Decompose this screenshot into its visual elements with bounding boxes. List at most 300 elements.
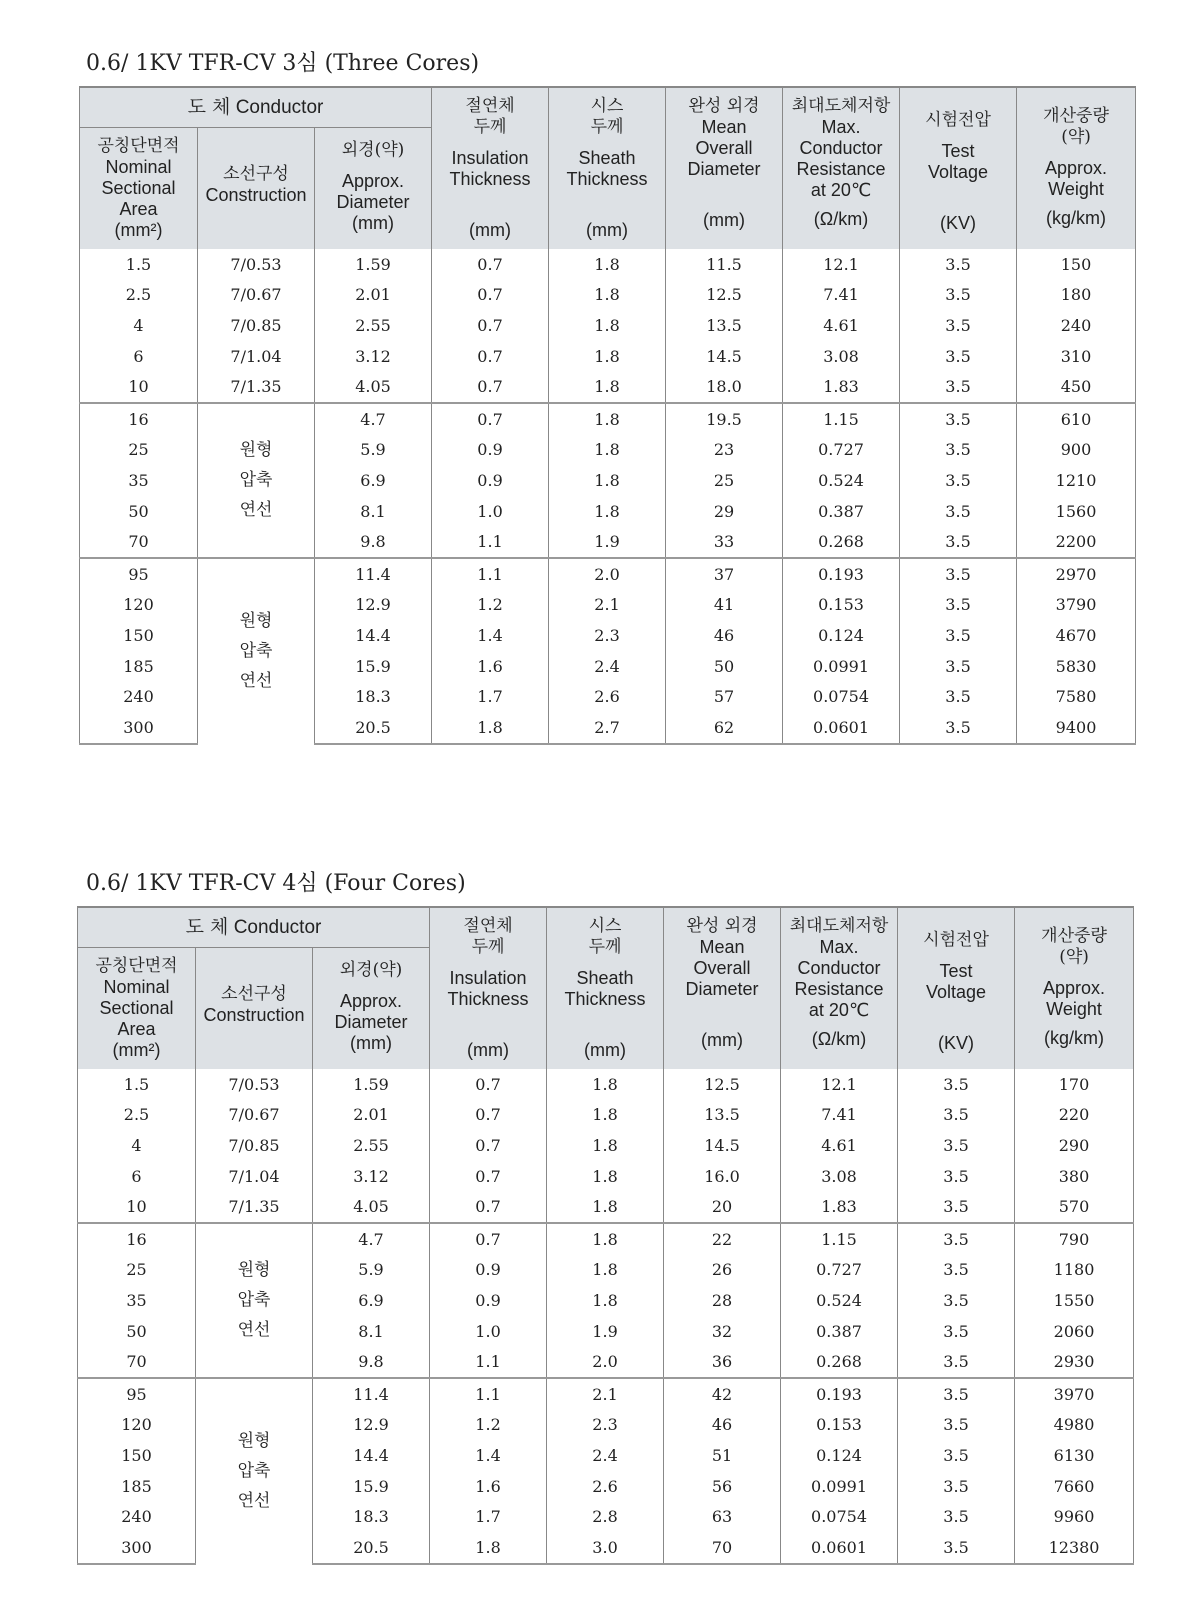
- table-cell: 1.2: [432, 590, 549, 621]
- table-row: [78, 1069, 1134, 1100]
- table-cell: 0.268: [781, 1346, 898, 1378]
- table-cell: 2.4: [549, 651, 666, 682]
- table-cell: 1.9: [549, 526, 666, 558]
- nominal-area-header: 공칭단면적 Nominal Sectional Area (mm²): [78, 947, 196, 1069]
- nominal-area-header: 공칭단면적 Nominal Sectional Area (mm²): [80, 127, 198, 249]
- table-cell: 1.8: [547, 1100, 664, 1131]
- table-cell: 0.7: [432, 403, 549, 435]
- table-row: [80, 249, 1136, 280]
- four-cores-spec-table: [77, 906, 1134, 1565]
- table-cell: 1.8: [547, 1069, 664, 1100]
- table-cell: 0.193: [783, 558, 900, 590]
- table-cell: 3.5: [900, 558, 1017, 590]
- table-cell: 3.08: [783, 341, 900, 372]
- table-cell: 120: [80, 590, 198, 621]
- table-cell: 1.1: [432, 526, 549, 558]
- table-cell: 150: [1017, 249, 1136, 280]
- table-cell: 240: [78, 1501, 196, 1532]
- table-cell: 3.5: [900, 371, 1017, 403]
- overall-diameter-header: 완성 외경 Mean Overall Diameter (mm): [666, 87, 783, 249]
- table-cell: 18.3: [315, 681, 432, 712]
- table-cell: 1.8: [549, 310, 666, 341]
- table-cell: 1.0: [430, 1316, 547, 1347]
- table-cell: 14.5: [666, 341, 783, 372]
- table-cell: 3.08: [781, 1161, 898, 1192]
- table-cell: 15.9: [315, 651, 432, 682]
- table-cell: 0.387: [781, 1316, 898, 1347]
- table-cell: 3.5: [898, 1471, 1015, 1502]
- table-cell: 28: [664, 1285, 781, 1316]
- table-cell: 0.268: [783, 526, 900, 558]
- table-cell: 10: [80, 371, 198, 403]
- table-cell: 3.5: [900, 681, 1017, 712]
- table-cell: 0.124: [781, 1440, 898, 1471]
- table-cell: 790: [1015, 1223, 1134, 1255]
- table-cell: 4.05: [315, 371, 432, 403]
- table-cell: 0.0754: [781, 1501, 898, 1532]
- table-cell: 2.4: [547, 1440, 664, 1471]
- table-cell: 4980: [1015, 1410, 1134, 1441]
- approx-weight-header: 개산중량 (약) Approx. Weight (kg/km): [1017, 87, 1136, 249]
- table-cell: 70: [664, 1532, 781, 1564]
- table-cell: 3.5: [898, 1346, 1015, 1378]
- test-voltage-header: 시험전압 Test Voltage (KV): [898, 907, 1015, 1069]
- table-cell: 1.4: [432, 620, 549, 651]
- table-cell: 50: [78, 1316, 196, 1347]
- table-cell: 1.8: [547, 1161, 664, 1192]
- table-row: [80, 558, 1136, 590]
- table-cell: 0.0601: [781, 1532, 898, 1564]
- table-cell: 26: [664, 1255, 781, 1286]
- table-cell: 2970: [1017, 558, 1136, 590]
- table-cell: 1.83: [783, 371, 900, 403]
- construction-merged-cell: 원형 압축 연선: [198, 558, 315, 744]
- table-cell: 3.5: [898, 1410, 1015, 1441]
- table-cell: 1.59: [315, 249, 432, 280]
- table-cell: 1.83: [781, 1191, 898, 1223]
- table-cell: 4.61: [781, 1130, 898, 1161]
- table-cell: 3.5: [900, 590, 1017, 621]
- table-cell: 3.5: [898, 1316, 1015, 1347]
- construction-header: 소선구성 Construction: [196, 947, 313, 1069]
- table-cell: 0.7: [432, 280, 549, 311]
- table-cell: 1.1: [430, 1378, 547, 1410]
- table-cell: 0.0991: [781, 1471, 898, 1502]
- table-cell: 14.4: [313, 1440, 430, 1471]
- table-cell: 4.7: [313, 1223, 430, 1255]
- table-cell: 3.5: [900, 435, 1017, 466]
- table-cell: 180: [1017, 280, 1136, 311]
- construction-merged-cell: 원형 압축 연선: [196, 1378, 313, 1564]
- table-cell: 7/0.67: [196, 1100, 313, 1131]
- four-cores-title: 0.6/ 1KV TFR-CV 4심 (Four Cores): [86, 871, 466, 896]
- table-cell: 41: [666, 590, 783, 621]
- table-cell: 0.727: [783, 435, 900, 466]
- table-cell: 185: [78, 1471, 196, 1502]
- table-cell: 1.7: [430, 1501, 547, 1532]
- table-cell: 1180: [1015, 1255, 1134, 1286]
- table-cell: 95: [78, 1378, 196, 1410]
- table-cell: 0.9: [432, 465, 549, 496]
- table-cell: 25: [78, 1255, 196, 1286]
- table-cell: 3.5: [900, 310, 1017, 341]
- table-row: [78, 1161, 1134, 1192]
- table-cell: 3970: [1015, 1378, 1134, 1410]
- table-row: [78, 1378, 1134, 1410]
- table-cell: 18.3: [313, 1501, 430, 1532]
- table-cell: 1.15: [783, 403, 900, 435]
- table-cell: 0.0601: [783, 712, 900, 744]
- table-cell: 23: [666, 435, 783, 466]
- table-cell: 12380: [1015, 1532, 1134, 1564]
- table-cell: 29: [666, 496, 783, 527]
- table-cell: 1.8: [547, 1223, 664, 1255]
- table-cell: 9.8: [313, 1346, 430, 1378]
- three-cores-spec-table: [79, 86, 1136, 745]
- table-cell: 0.9: [432, 435, 549, 466]
- table-cell: 1.59: [313, 1069, 430, 1100]
- table-cell: 4: [78, 1130, 196, 1161]
- table-cell: 3.5: [898, 1161, 1015, 1192]
- table-cell: 570: [1015, 1191, 1134, 1223]
- max-resistance-header: 최대도체저항 Max. Conductor Resistance at 20℃ (Ω/km): [783, 87, 900, 249]
- insulation-thickness-header: 절연체 두께 Insulation Thickness (mm): [432, 87, 549, 249]
- table-cell: 7/1.04: [196, 1161, 313, 1192]
- table-cell: 5.9: [315, 435, 432, 466]
- table-cell: 1.8: [432, 712, 549, 744]
- table-cell: 0.7: [430, 1191, 547, 1223]
- table-cell: 2200: [1017, 526, 1136, 558]
- table-cell: 1.8: [549, 496, 666, 527]
- table-cell: 0.153: [781, 1410, 898, 1441]
- table-cell: 1210: [1017, 465, 1136, 496]
- table-cell: 3.12: [315, 341, 432, 372]
- table-cell: 150: [78, 1440, 196, 1471]
- table-cell: 2.01: [315, 280, 432, 311]
- table-cell: 32: [664, 1316, 781, 1347]
- sheath-thickness-header: 시스 두께 Sheath Thickness (mm): [549, 87, 666, 249]
- table-cell: 0.9: [430, 1285, 547, 1316]
- table-cell: 25: [80, 435, 198, 466]
- table-cell: 11.4: [313, 1378, 430, 1410]
- table-cell: 1.8: [547, 1255, 664, 1286]
- construction-merged-cell: 원형 압축 연선: [196, 1223, 313, 1378]
- table-cell: 1.0: [432, 496, 549, 527]
- table-cell: 380: [1015, 1161, 1134, 1192]
- table-cell: 2.0: [547, 1346, 664, 1378]
- table-cell: 7/0.85: [196, 1130, 313, 1161]
- table-cell: 2.8: [547, 1501, 664, 1532]
- table-cell: 185: [80, 651, 198, 682]
- table-row: [80, 403, 1136, 435]
- table-cell: 20.5: [315, 712, 432, 744]
- table-cell: 2.3: [547, 1410, 664, 1441]
- table-cell: 2060: [1015, 1316, 1134, 1347]
- table-cell: 4.61: [783, 310, 900, 341]
- table-cell: 0.7: [430, 1161, 547, 1192]
- table-cell: 6.9: [315, 465, 432, 496]
- table-cell: 62: [666, 712, 783, 744]
- table-row: [80, 371, 1136, 403]
- table-cell: 0.727: [781, 1255, 898, 1286]
- table-cell: 14.5: [664, 1130, 781, 1161]
- table-cell: 25: [666, 465, 783, 496]
- table-cell: 2.0: [549, 558, 666, 590]
- table-cell: 2.1: [549, 590, 666, 621]
- table-cell: 300: [80, 712, 198, 744]
- table-cell: 3.12: [313, 1161, 430, 1192]
- table-cell: 1.5: [78, 1069, 196, 1100]
- table-cell: 7/0.67: [198, 280, 315, 311]
- table-cell: 42: [664, 1378, 781, 1410]
- table-cell: 10: [78, 1191, 196, 1223]
- table-cell: 0.387: [783, 496, 900, 527]
- table-cell: 22: [664, 1223, 781, 1255]
- table-cell: 12.1: [783, 249, 900, 280]
- table-cell: 7/0.53: [198, 249, 315, 280]
- table-cell: 7.41: [781, 1100, 898, 1131]
- table-cell: 3.5: [898, 1255, 1015, 1286]
- table-cell: 6130: [1015, 1440, 1134, 1471]
- construction-merged-cell: 원형 압축 연선: [198, 403, 315, 558]
- table-cell: 1.8: [547, 1285, 664, 1316]
- table-cell: 18.0: [666, 371, 783, 403]
- table-cell: 240: [1017, 310, 1136, 341]
- table-cell: 57: [666, 681, 783, 712]
- table-cell: 14.4: [315, 620, 432, 651]
- table-cell: 3.5: [900, 280, 1017, 311]
- approx-weight-header: 개산중량 (약) Approx. Weight (kg/km): [1015, 907, 1134, 1069]
- table-cell: 0.7: [430, 1130, 547, 1161]
- table-cell: 1.6: [430, 1471, 547, 1502]
- table-cell: 2.5: [78, 1100, 196, 1131]
- table-cell: 12.9: [313, 1410, 430, 1441]
- table-cell: 1.8: [549, 465, 666, 496]
- table-cell: 63: [664, 1501, 781, 1532]
- table-cell: 5830: [1017, 651, 1136, 682]
- table-cell: 37: [666, 558, 783, 590]
- table-cell: 1560: [1017, 496, 1136, 527]
- table-cell: 51: [664, 1440, 781, 1471]
- table-cell: 120: [78, 1410, 196, 1441]
- table-cell: 2.5: [80, 280, 198, 311]
- table-cell: 2.01: [313, 1100, 430, 1131]
- table-row: [80, 280, 1136, 311]
- table-cell: 0.0991: [783, 651, 900, 682]
- table-cell: 1.8: [549, 371, 666, 403]
- table-cell: 220: [1015, 1100, 1134, 1131]
- table-cell: 0.524: [781, 1285, 898, 1316]
- table-cell: 0.153: [783, 590, 900, 621]
- table-cell: 3790: [1017, 590, 1136, 621]
- table-cell: 0.7: [432, 310, 549, 341]
- table-cell: 290: [1015, 1130, 1134, 1161]
- table-cell: 7660: [1015, 1471, 1134, 1502]
- table-cell: 3.5: [898, 1532, 1015, 1564]
- table-cell: 450: [1017, 371, 1136, 403]
- table-cell: 2.3: [549, 620, 666, 651]
- table-cell: 0.7: [432, 249, 549, 280]
- table-cell: 36: [664, 1346, 781, 1378]
- table-cell: 50: [666, 651, 783, 682]
- table-cell: 6: [78, 1161, 196, 1192]
- table-cell: 7/1.35: [196, 1191, 313, 1223]
- table-cell: 20.5: [313, 1532, 430, 1564]
- table-cell: 610: [1017, 403, 1136, 435]
- table-cell: 12.5: [666, 280, 783, 311]
- table-cell: 19.5: [666, 403, 783, 435]
- conductor-group-header: 도 체 Conductor: [80, 87, 432, 127]
- sheath-thickness-header: 시스 두께 Sheath Thickness (mm): [547, 907, 664, 1069]
- table-cell: 1.1: [432, 558, 549, 590]
- table-cell: 70: [78, 1346, 196, 1378]
- table-cell: 2.1: [547, 1378, 664, 1410]
- table-cell: 170: [1015, 1069, 1134, 1100]
- table-cell: 3.5: [898, 1069, 1015, 1100]
- table-cell: 0.7: [430, 1069, 547, 1100]
- table-cell: 3.5: [900, 496, 1017, 527]
- table-cell: 16: [78, 1223, 196, 1255]
- table-cell: 95: [80, 558, 198, 590]
- table-cell: 3.5: [900, 526, 1017, 558]
- table-cell: 7580: [1017, 681, 1136, 712]
- table-cell: 3.5: [900, 651, 1017, 682]
- table-cell: 46: [664, 1410, 781, 1441]
- table-cell: 8.1: [315, 496, 432, 527]
- table-cell: 0.7: [430, 1100, 547, 1131]
- table-cell: 2.7: [549, 712, 666, 744]
- table-cell: 13.5: [664, 1100, 781, 1131]
- table-cell: 3.5: [898, 1130, 1015, 1161]
- table-cell: 35: [80, 465, 198, 496]
- table-cell: 33: [666, 526, 783, 558]
- table-cell: 0.524: [783, 465, 900, 496]
- table-cell: 0.7: [430, 1223, 547, 1255]
- table-cell: 1.8: [549, 341, 666, 372]
- table-cell: 9960: [1015, 1501, 1134, 1532]
- table-cell: 3.5: [900, 712, 1017, 744]
- table-cell: 1.8: [430, 1532, 547, 1564]
- table-cell: 0.7: [432, 371, 549, 403]
- table-cell: 1.15: [781, 1223, 898, 1255]
- table-row: [78, 1223, 1134, 1255]
- table-cell: 1.8: [547, 1130, 664, 1161]
- approx-diameter-header: 외경(약) Approx. Diameter (mm): [313, 947, 430, 1069]
- table-cell: 3.5: [898, 1100, 1015, 1131]
- table-cell: 7/0.53: [196, 1069, 313, 1100]
- table-cell: 6: [80, 341, 198, 372]
- table-row: [78, 1100, 1134, 1131]
- table-cell: 16.0: [664, 1161, 781, 1192]
- conductor-group-header: 도 체 Conductor: [78, 907, 430, 947]
- table-cell: 2.55: [315, 310, 432, 341]
- approx-diameter-header: 외경(약) Approx. Diameter (mm): [315, 127, 432, 249]
- table-cell: 11.5: [666, 249, 783, 280]
- table-cell: 70: [80, 526, 198, 558]
- table-cell: 1.1: [430, 1346, 547, 1378]
- table-cell: 5.9: [313, 1255, 430, 1286]
- table-cell: 1.9: [547, 1316, 664, 1347]
- overall-diameter-header: 완성 외경 Mean Overall Diameter (mm): [664, 907, 781, 1069]
- table-cell: 0.124: [783, 620, 900, 651]
- table-cell: 0.0754: [783, 681, 900, 712]
- table-cell: 3.5: [900, 341, 1017, 372]
- table-cell: 1550: [1015, 1285, 1134, 1316]
- table-cell: 2930: [1015, 1346, 1134, 1378]
- table-cell: 12.1: [781, 1069, 898, 1100]
- table-cell: 3.5: [898, 1191, 1015, 1223]
- table-cell: 1.8: [549, 435, 666, 466]
- table-cell: 240: [80, 681, 198, 712]
- table-cell: 3.5: [900, 403, 1017, 435]
- table-cell: 7.41: [783, 280, 900, 311]
- table-cell: 7/1.35: [198, 371, 315, 403]
- table-cell: 900: [1017, 435, 1136, 466]
- table-cell: 1.2: [430, 1410, 547, 1441]
- table-cell: 1.8: [549, 249, 666, 280]
- table-cell: 4.05: [313, 1191, 430, 1223]
- table-cell: 1.8: [547, 1191, 664, 1223]
- table-cell: 2.6: [547, 1471, 664, 1502]
- table-cell: 3.5: [898, 1440, 1015, 1471]
- table-cell: 9400: [1017, 712, 1136, 744]
- table-cell: 2.6: [549, 681, 666, 712]
- table-cell: 3.5: [900, 465, 1017, 496]
- table-cell: 0.193: [781, 1378, 898, 1410]
- table-row: [80, 310, 1136, 341]
- table-cell: 15.9: [313, 1471, 430, 1502]
- table-cell: 7/1.04: [198, 341, 315, 372]
- three-cores-title: 0.6/ 1KV TFR-CV 3심 (Three Cores): [86, 51, 480, 76]
- table-cell: 300: [78, 1532, 196, 1564]
- table-cell: 3.5: [900, 249, 1017, 280]
- table-cell: 1.6: [432, 651, 549, 682]
- table-cell: 56: [664, 1471, 781, 1502]
- table-cell: 0.7: [432, 341, 549, 372]
- table-cell: 50: [80, 496, 198, 527]
- table-cell: 1.8: [549, 280, 666, 311]
- table-cell: 7/0.85: [198, 310, 315, 341]
- table-cell: 13.5: [666, 310, 783, 341]
- table-cell: 12.9: [315, 590, 432, 621]
- table-cell: 150: [80, 620, 198, 651]
- table-cell: 3.5: [898, 1285, 1015, 1316]
- table-cell: 12.5: [664, 1069, 781, 1100]
- table-cell: 3.0: [547, 1532, 664, 1564]
- construction-header: 소선구성 Construction: [198, 127, 315, 249]
- table-cell: 9.8: [315, 526, 432, 558]
- table-cell: 46: [666, 620, 783, 651]
- table-cell: 1.5: [80, 249, 198, 280]
- table-cell: 2.55: [313, 1130, 430, 1161]
- table-cell: 11.4: [315, 558, 432, 590]
- table-cell: 3.5: [898, 1223, 1015, 1255]
- table-cell: 3.5: [900, 620, 1017, 651]
- test-voltage-header: 시험전압 Test Voltage (KV): [900, 87, 1017, 249]
- table-cell: 310: [1017, 341, 1136, 372]
- max-resistance-header: 최대도체저항 Max. Conductor Resistance at 20℃ (Ω/km): [781, 907, 898, 1069]
- table-cell: 4.7: [315, 403, 432, 435]
- table-cell: 0.9: [430, 1255, 547, 1286]
- table-cell: 8.1: [313, 1316, 430, 1347]
- table-cell: 1.7: [432, 681, 549, 712]
- table-cell: 6.9: [313, 1285, 430, 1316]
- table-row: [78, 1130, 1134, 1161]
- table-cell: 35: [78, 1285, 196, 1316]
- insulation-thickness-header: 절연체 두께 Insulation Thickness (mm): [430, 907, 547, 1069]
- table-cell: 20: [664, 1191, 781, 1223]
- table-cell: 1.8: [549, 403, 666, 435]
